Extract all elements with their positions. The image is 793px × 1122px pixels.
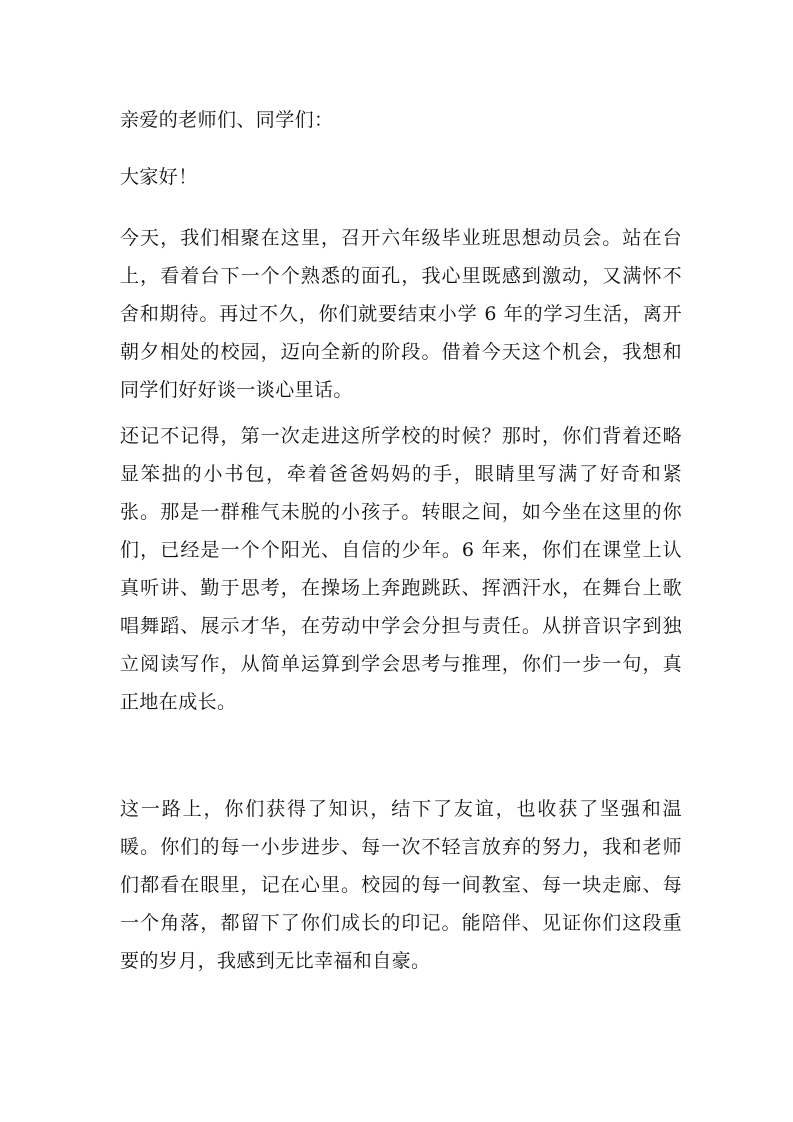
paragraph-opening: 今天，我们相聚在这里，召开六年级毕业班思想动员会。站在台上，看着台下一个个熟悉的面孔，我心里既感到激动，又满怀不舍和期待。再过不久，你们就要结束小学 6 年的学习生活，离开朝夕相处的校园，迈向全新的阶段。借着今天这个机会，我想和同学们好好谈一谈心里话。 — [120, 227, 682, 401]
paragraph-memories: 还记不记得，第一次走进这所学校的时候？那时，你们背着还略显笨拙的小书包，牵着爸爸妈妈的手，眼睛里写满了好奇和紧张。那是一群稚气未脱的小孩子。转眼之间，如今坐在这里的你们，已经是一个个阳光、自信的少年。6 年来，你们在课堂上认真听讲、勤于思考，在操场上奔跑跳跃、挥洒汗水，在舞台上歌唱舞蹈、展示才华，在劳动中学会分担与责任。从拼音识字到独立阅读写作，从简单运算到学会思考与推理，你们一步一句，真正地在成长。 — [120, 425, 682, 713]
salutation: 亲爱的老师们、同学们： — [120, 109, 334, 131]
paragraph-growth: 这一路上，你们获得了知识，结下了友谊，也收获了坚强和温暖。你们的每一小步进步、每一次不轻言放弃的努力，我和老师们都看在眼里，记在心里。校园的每一间教室、每一块走廊、每一个角落，都留下了你们成长的印记。能陪伴、见证你们这段重要的岁月，我感到无比幸福和自豪。 — [120, 798, 682, 972]
greeting: 大家好！ — [120, 166, 198, 188]
